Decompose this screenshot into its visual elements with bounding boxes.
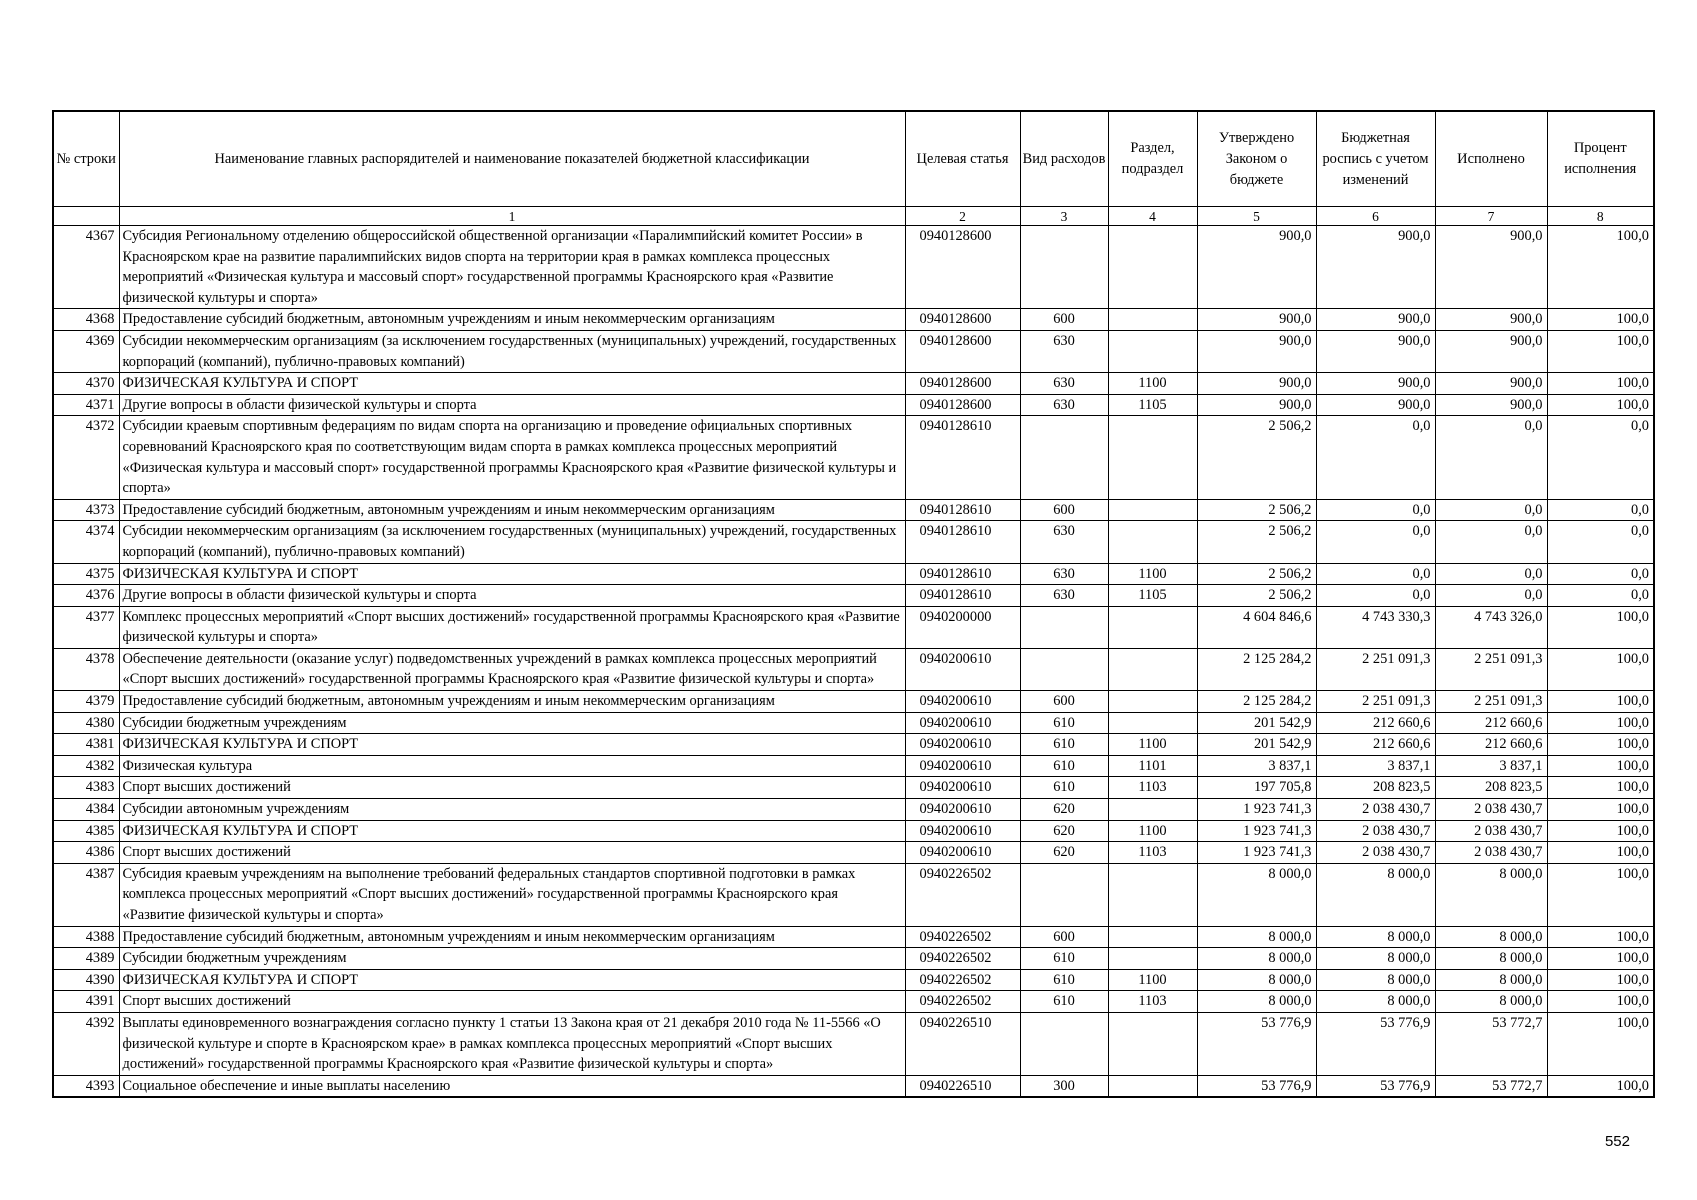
item-name: Предоставление субсидий бюджетным, автономным учреждениям и иным некоммерческим организациям <box>119 691 905 713</box>
target-article: 0940128610 <box>905 563 1020 585</box>
section-code <box>1108 521 1197 563</box>
row-number: 4368 <box>53 309 119 331</box>
table-row <box>53 948 1654 970</box>
plan-amount: 53 776,9 <box>1316 1075 1435 1097</box>
table-row <box>53 373 1654 395</box>
target-article: 0940128610 <box>905 585 1020 607</box>
executed-amount: 0,0 <box>1435 499 1547 521</box>
section-code: 1100 <box>1108 373 1197 395</box>
section-code <box>1108 799 1197 821</box>
approved-amount: 201 542,9 <box>1197 712 1316 734</box>
expense-type <box>1020 648 1108 690</box>
column-number: 4 <box>1108 207 1197 226</box>
approved-amount: 2 125 284,2 <box>1197 691 1316 713</box>
expense-type: 630 <box>1020 373 1108 395</box>
section-code <box>1108 863 1197 926</box>
plan-amount: 900,0 <box>1316 373 1435 395</box>
plan-amount: 208 823,5 <box>1316 777 1435 799</box>
approved-amount: 8 000,0 <box>1197 969 1316 991</box>
approved-amount: 4 604 846,6 <box>1197 606 1316 648</box>
section-code <box>1108 691 1197 713</box>
target-article: 0940200610 <box>905 691 1020 713</box>
section-code: 1103 <box>1108 842 1197 864</box>
header-executed: Исполнено <box>1435 111 1547 207</box>
item-name: Предоставление субсидий бюджетным, автономным учреждениям и иным некоммерческим организациям <box>119 499 905 521</box>
column-number: 3 <box>1020 207 1108 226</box>
target-article: 0940128600 <box>905 394 1020 416</box>
target-article: 0940128600 <box>905 330 1020 372</box>
target-article: 0940226502 <box>905 863 1020 926</box>
plan-amount: 2 038 430,7 <box>1316 820 1435 842</box>
expense-type: 620 <box>1020 799 1108 821</box>
target-article: 0940226502 <box>905 948 1020 970</box>
section-code <box>1108 648 1197 690</box>
section-code: 1105 <box>1108 394 1197 416</box>
table-row <box>53 1075 1654 1097</box>
target-article: 0940200610 <box>905 734 1020 756</box>
target-article: 0940200610 <box>905 712 1020 734</box>
execution-percent: 0,0 <box>1547 585 1654 607</box>
target-article: 0940226502 <box>905 991 1020 1013</box>
item-name: ФИЗИЧЕСКАЯ КУЛЬТУРА И СПОРТ <box>119 563 905 585</box>
table-row <box>53 799 1654 821</box>
executed-amount: 212 660,6 <box>1435 734 1547 756</box>
execution-percent: 100,0 <box>1547 734 1654 756</box>
item-name: Субсидии автономным учреждениям <box>119 799 905 821</box>
expense-type: 630 <box>1020 394 1108 416</box>
executed-amount: 0,0 <box>1435 585 1547 607</box>
executed-amount: 53 772,7 <box>1435 1012 1547 1075</box>
column-number: 7 <box>1435 207 1547 226</box>
row-number: 4387 <box>53 863 119 926</box>
executed-amount: 212 660,6 <box>1435 712 1547 734</box>
table-row <box>53 863 1654 926</box>
section-code: 1103 <box>1108 991 1197 1013</box>
expense-type <box>1020 863 1108 926</box>
plan-amount: 2 251 091,3 <box>1316 691 1435 713</box>
execution-percent: 100,0 <box>1547 863 1654 926</box>
row-number: 4388 <box>53 926 119 948</box>
executed-amount: 900,0 <box>1435 373 1547 395</box>
row-number: 4393 <box>53 1075 119 1097</box>
execution-percent: 100,0 <box>1547 648 1654 690</box>
section-code: 1105 <box>1108 585 1197 607</box>
approved-amount: 1 923 741,3 <box>1197 799 1316 821</box>
item-name: Спорт высших достижений <box>119 842 905 864</box>
column-number: 1 <box>119 207 905 226</box>
item-name: Субсидии некоммерческим организациям (за исключением государственных (муниципальных) учреждений, государственных корпораций (компаний), публично-правовых компаний) <box>119 521 905 563</box>
approved-amount: 8 000,0 <box>1197 948 1316 970</box>
page-number: 552 <box>1604 1133 1630 1150</box>
executed-amount: 900,0 <box>1435 394 1547 416</box>
table-row <box>53 691 1654 713</box>
table-row <box>53 499 1654 521</box>
approved-amount: 201 542,9 <box>1197 734 1316 756</box>
executed-amount: 4 743 326,0 <box>1435 606 1547 648</box>
item-name: Обеспечение деятельности (оказание услуг) подведомственных учреждений в рамках комплекса процессных мероприятий «Спорт высших достижений» государственной программы Красноярского края «Развитие физической культуры и спорта» <box>119 648 905 690</box>
expense-type: 620 <box>1020 842 1108 864</box>
table-row <box>53 521 1654 563</box>
row-number: 4375 <box>53 563 119 585</box>
section-code: 1103 <box>1108 777 1197 799</box>
row-number: 4378 <box>53 648 119 690</box>
executed-amount: 8 000,0 <box>1435 991 1547 1013</box>
section-code: 1100 <box>1108 734 1197 756</box>
target-article: 0940200000 <box>905 606 1020 648</box>
execution-percent: 100,0 <box>1547 820 1654 842</box>
execution-percent: 100,0 <box>1547 691 1654 713</box>
plan-amount: 2 251 091,3 <box>1316 648 1435 690</box>
execution-percent: 100,0 <box>1547 926 1654 948</box>
execution-percent: 100,0 <box>1547 1075 1654 1097</box>
plan-amount: 2 038 430,7 <box>1316 842 1435 864</box>
expense-type: 600 <box>1020 309 1108 331</box>
target-article: 0940200610 <box>905 799 1020 821</box>
target-article: 0940128600 <box>905 373 1020 395</box>
expense-type: 610 <box>1020 948 1108 970</box>
executed-amount: 8 000,0 <box>1435 948 1547 970</box>
approved-amount: 8 000,0 <box>1197 863 1316 926</box>
approved-amount: 1 923 741,3 <box>1197 842 1316 864</box>
column-number: 5 <box>1197 207 1316 226</box>
plan-amount: 900,0 <box>1316 309 1435 331</box>
target-article: 0940226510 <box>905 1012 1020 1075</box>
execution-percent: 100,0 <box>1547 755 1654 777</box>
table-row <box>53 394 1654 416</box>
plan-amount: 0,0 <box>1316 499 1435 521</box>
target-article: 0940226502 <box>905 969 1020 991</box>
target-article: 0940200610 <box>905 842 1020 864</box>
target-article: 0940200610 <box>905 648 1020 690</box>
item-name: Предоставление субсидий бюджетным, автономным учреждениям и иным некоммерческим организациям <box>119 926 905 948</box>
plan-amount: 8 000,0 <box>1316 969 1435 991</box>
row-number: 4385 <box>53 820 119 842</box>
table-row <box>53 585 1654 607</box>
plan-amount: 8 000,0 <box>1316 926 1435 948</box>
executed-amount: 2 251 091,3 <box>1435 691 1547 713</box>
expense-type <box>1020 226 1108 309</box>
column-number: 6 <box>1316 207 1435 226</box>
execution-percent: 100,0 <box>1547 1012 1654 1075</box>
row-number: 4374 <box>53 521 119 563</box>
item-name: Субсидии бюджетным учреждениям <box>119 712 905 734</box>
plan-amount: 212 660,6 <box>1316 734 1435 756</box>
plan-amount: 900,0 <box>1316 226 1435 309</box>
table-row <box>53 1012 1654 1075</box>
item-name: Выплаты единовременного вознаграждения согласно пункту 1 статьи 13 Закона края от 21 декабря 2010 года № 11-5566 «О физической культуре и спорте в Красноярском крае» в рамках комплекса процессных мероприятий «Спорт высших достижений» государственной программы Красноярского края «Развитие физической культуры и спорта» <box>119 1012 905 1075</box>
item-name: Субсидии некоммерческим организациям (за исключением государственных (муниципальных) учреждений, государственных корпораций (компаний), публично-правовых компаний) <box>119 330 905 372</box>
expense-type: 610 <box>1020 755 1108 777</box>
row-number: 4383 <box>53 777 119 799</box>
item-name: Социальное обеспечение и иные выплаты населению <box>119 1075 905 1097</box>
table-row <box>53 734 1654 756</box>
item-name: Предоставление субсидий бюджетным, автономным учреждениям и иным некоммерческим организациям <box>119 309 905 331</box>
plan-amount: 4 743 330,3 <box>1316 606 1435 648</box>
header-name: Наименование главных распорядителей и наименование показателей бюджетной классификации <box>119 111 905 207</box>
expense-type: 600 <box>1020 499 1108 521</box>
plan-amount: 900,0 <box>1316 330 1435 372</box>
section-code: 1100 <box>1108 563 1197 585</box>
target-article: 0940128610 <box>905 416 1020 499</box>
expense-type <box>1020 1012 1108 1075</box>
plan-amount: 8 000,0 <box>1316 863 1435 926</box>
approved-amount: 2 506,2 <box>1197 585 1316 607</box>
section-code: 1100 <box>1108 969 1197 991</box>
item-name: ФИЗИЧЕСКАЯ КУЛЬТУРА И СПОРТ <box>119 969 905 991</box>
target-article: 0940200610 <box>905 820 1020 842</box>
expense-type: 630 <box>1020 330 1108 372</box>
executed-amount: 0,0 <box>1435 563 1547 585</box>
execution-percent: 0,0 <box>1547 521 1654 563</box>
approved-amount: 8 000,0 <box>1197 991 1316 1013</box>
execution-percent: 100,0 <box>1547 309 1654 331</box>
executed-amount: 2 038 430,7 <box>1435 799 1547 821</box>
table-row <box>53 991 1654 1013</box>
row-number: 4392 <box>53 1012 119 1075</box>
expense-type: 630 <box>1020 521 1108 563</box>
table-row <box>53 926 1654 948</box>
table-row <box>53 777 1654 799</box>
row-number: 4389 <box>53 948 119 970</box>
executed-amount: 0,0 <box>1435 521 1547 563</box>
approved-amount: 1 923 741,3 <box>1197 820 1316 842</box>
section-code <box>1108 499 1197 521</box>
table-row <box>53 606 1654 648</box>
expense-type <box>1020 606 1108 648</box>
execution-percent: 100,0 <box>1547 777 1654 799</box>
executed-amount: 2 251 091,3 <box>1435 648 1547 690</box>
row-number: 4382 <box>53 755 119 777</box>
item-name: Субсидии бюджетным учреждениям <box>119 948 905 970</box>
execution-percent: 100,0 <box>1547 799 1654 821</box>
executed-amount: 8 000,0 <box>1435 863 1547 926</box>
column-number-row <box>53 207 1654 226</box>
table-row <box>53 416 1654 499</box>
row-number: 4377 <box>53 606 119 648</box>
approved-amount: 3 837,1 <box>1197 755 1316 777</box>
approved-amount: 2 506,2 <box>1197 563 1316 585</box>
header-section: Раздел, подраздел <box>1108 111 1197 207</box>
execution-percent: 100,0 <box>1547 373 1654 395</box>
approved-amount: 8 000,0 <box>1197 926 1316 948</box>
plan-amount: 0,0 <box>1316 416 1435 499</box>
header-expense-type: Вид расходов <box>1020 111 1108 207</box>
section-code <box>1108 226 1197 309</box>
expense-type: 630 <box>1020 585 1108 607</box>
approved-amount: 53 776,9 <box>1197 1012 1316 1075</box>
item-name: Субсидии краевым спортивным федерациям по видам спорта на организацию и проведение официальных спортивных соревнований Красноярского края по соответствующим видам спорта в рамках комплекса процессных мероприятий «Физическая культура и массовый спорт» государственной программы Красноярского края «Развитие физической культуры и спорта» <box>119 416 905 499</box>
section-code <box>1108 926 1197 948</box>
approved-amount: 900,0 <box>1197 226 1316 309</box>
table-row <box>53 226 1654 309</box>
execution-percent: 100,0 <box>1547 330 1654 372</box>
target-article: 0940128600 <box>905 226 1020 309</box>
plan-amount: 900,0 <box>1316 394 1435 416</box>
expense-type <box>1020 416 1108 499</box>
row-number: 4384 <box>53 799 119 821</box>
item-name: Физическая культура <box>119 755 905 777</box>
section-code: 1100 <box>1108 820 1197 842</box>
row-number: 4372 <box>53 416 119 499</box>
target-article: 0940226510 <box>905 1075 1020 1097</box>
budget-execution-table <box>52 110 1655 1098</box>
table-row <box>53 309 1654 331</box>
execution-percent: 100,0 <box>1547 606 1654 648</box>
execution-percent: 0,0 <box>1547 416 1654 499</box>
target-article: 0940128610 <box>905 521 1020 563</box>
item-name: ФИЗИЧЕСКАЯ КУЛЬТУРА И СПОРТ <box>119 820 905 842</box>
table-row <box>53 563 1654 585</box>
execution-percent: 100,0 <box>1547 969 1654 991</box>
row-number: 4373 <box>53 499 119 521</box>
row-number: 4381 <box>53 734 119 756</box>
table-row <box>53 820 1654 842</box>
expense-type: 300 <box>1020 1075 1108 1097</box>
item-name: Спорт высших достижений <box>119 777 905 799</box>
executed-amount: 900,0 <box>1435 226 1547 309</box>
target-article: 0940226502 <box>905 926 1020 948</box>
executed-amount: 2 038 430,7 <box>1435 842 1547 864</box>
section-code <box>1108 416 1197 499</box>
section-code <box>1108 606 1197 648</box>
plan-amount: 0,0 <box>1316 521 1435 563</box>
approved-amount: 197 705,8 <box>1197 777 1316 799</box>
table-row <box>53 842 1654 864</box>
header-target-article: Целевая статья <box>905 111 1020 207</box>
expense-type: 610 <box>1020 991 1108 1013</box>
execution-percent: 100,0 <box>1547 991 1654 1013</box>
header-row-number: № строки <box>53 111 119 207</box>
executed-amount: 2 038 430,7 <box>1435 820 1547 842</box>
target-article: 0940200610 <box>905 777 1020 799</box>
section-code <box>1108 712 1197 734</box>
plan-amount: 0,0 <box>1316 563 1435 585</box>
approved-amount: 900,0 <box>1197 330 1316 372</box>
row-number: 4367 <box>53 226 119 309</box>
target-article: 0940128600 <box>905 309 1020 331</box>
expense-type: 610 <box>1020 712 1108 734</box>
table-row <box>53 712 1654 734</box>
header-budget-plan: Бюджетная роспись с учетом изменений <box>1316 111 1435 207</box>
section-code <box>1108 330 1197 372</box>
expense-type: 610 <box>1020 734 1108 756</box>
row-number: 4371 <box>53 394 119 416</box>
expense-type: 630 <box>1020 563 1108 585</box>
item-name: Комплекс процессных мероприятий «Спорт высших достижений» государственной программы Красноярского края «Развитие физической культуры и спорта» <box>119 606 905 648</box>
executed-amount: 208 823,5 <box>1435 777 1547 799</box>
executed-amount: 8 000,0 <box>1435 969 1547 991</box>
table-body <box>53 226 1654 1098</box>
row-number: 4370 <box>53 373 119 395</box>
execution-percent: 100,0 <box>1547 842 1654 864</box>
header-percent: Процент исполнения <box>1547 111 1654 207</box>
budget-report-sheet <box>52 110 1653 1098</box>
item-name: ФИЗИЧЕСКАЯ КУЛЬТУРА И СПОРТ <box>119 734 905 756</box>
column-number: 2 <box>905 207 1020 226</box>
column-number: 8 <box>1547 207 1654 226</box>
section-code <box>1108 1012 1197 1075</box>
item-name: Другие вопросы в области физической культуры и спорта <box>119 585 905 607</box>
section-code: 1101 <box>1108 755 1197 777</box>
row-number: 4391 <box>53 991 119 1013</box>
execution-percent: 100,0 <box>1547 226 1654 309</box>
section-code <box>1108 1075 1197 1097</box>
table-header <box>53 111 1654 226</box>
execution-percent: 100,0 <box>1547 394 1654 416</box>
execution-percent: 100,0 <box>1547 712 1654 734</box>
plan-amount: 3 837,1 <box>1316 755 1435 777</box>
table-row <box>53 969 1654 991</box>
executed-amount: 900,0 <box>1435 309 1547 331</box>
plan-amount: 8 000,0 <box>1316 991 1435 1013</box>
executed-amount: 900,0 <box>1435 330 1547 372</box>
section-code <box>1108 309 1197 331</box>
approved-amount: 2 506,2 <box>1197 521 1316 563</box>
row-number: 4369 <box>53 330 119 372</box>
section-code <box>1108 948 1197 970</box>
approved-amount: 900,0 <box>1197 373 1316 395</box>
execution-percent: 0,0 <box>1547 499 1654 521</box>
column-number-blank <box>53 207 119 226</box>
table-row <box>53 330 1654 372</box>
table-row <box>53 648 1654 690</box>
item-name: ФИЗИЧЕСКАЯ КУЛЬТУРА И СПОРТ <box>119 373 905 395</box>
approved-amount: 53 776,9 <box>1197 1075 1316 1097</box>
expense-type: 600 <box>1020 926 1108 948</box>
row-number: 4386 <box>53 842 119 864</box>
expense-type: 600 <box>1020 691 1108 713</box>
plan-amount: 212 660,6 <box>1316 712 1435 734</box>
item-name: Другие вопросы в области физической культуры и спорта <box>119 394 905 416</box>
plan-amount: 8 000,0 <box>1316 948 1435 970</box>
item-name: Субсидия краевым учреждениям на выполнение требований федеральных стандартов спортивной подготовки в рамках комплекса процессных мероприятий «Спорт высших достижений» государственной программы Красноярского края «Развитие физической культуры и спорта» <box>119 863 905 926</box>
plan-amount: 0,0 <box>1316 585 1435 607</box>
executed-amount: 3 837,1 <box>1435 755 1547 777</box>
executed-amount: 8 000,0 <box>1435 926 1547 948</box>
table-row <box>53 755 1654 777</box>
execution-percent: 0,0 <box>1547 563 1654 585</box>
approved-amount: 2 506,2 <box>1197 499 1316 521</box>
row-number: 4379 <box>53 691 119 713</box>
target-article: 0940200610 <box>905 755 1020 777</box>
approved-amount: 2 125 284,2 <box>1197 648 1316 690</box>
row-number: 4380 <box>53 712 119 734</box>
expense-type: 610 <box>1020 969 1108 991</box>
expense-type: 620 <box>1020 820 1108 842</box>
approved-amount: 900,0 <box>1197 309 1316 331</box>
row-number: 4376 <box>53 585 119 607</box>
plan-amount: 53 776,9 <box>1316 1012 1435 1075</box>
plan-amount: 2 038 430,7 <box>1316 799 1435 821</box>
item-name: Спорт высших достижений <box>119 991 905 1013</box>
target-article: 0940128610 <box>905 499 1020 521</box>
approved-amount: 900,0 <box>1197 394 1316 416</box>
expense-type: 610 <box>1020 777 1108 799</box>
execution-percent: 100,0 <box>1547 948 1654 970</box>
header-approved: Утверждено Законом о бюджете <box>1197 111 1316 207</box>
row-number: 4390 <box>53 969 119 991</box>
executed-amount: 53 772,7 <box>1435 1075 1547 1097</box>
approved-amount: 2 506,2 <box>1197 416 1316 499</box>
item-name: Субсидия Региональному отделению общероссийской общественной организации «Паралимпийский комитет России» в Красноярском крае на развитие паралимпийских видов спорта на территории края в рамках комплекса процессных мероприятий «Физическая культура и массовый спорт» государственной программы Красноярского края «Развитие физической культуры и спорта» <box>119 226 905 309</box>
executed-amount: 0,0 <box>1435 416 1547 499</box>
